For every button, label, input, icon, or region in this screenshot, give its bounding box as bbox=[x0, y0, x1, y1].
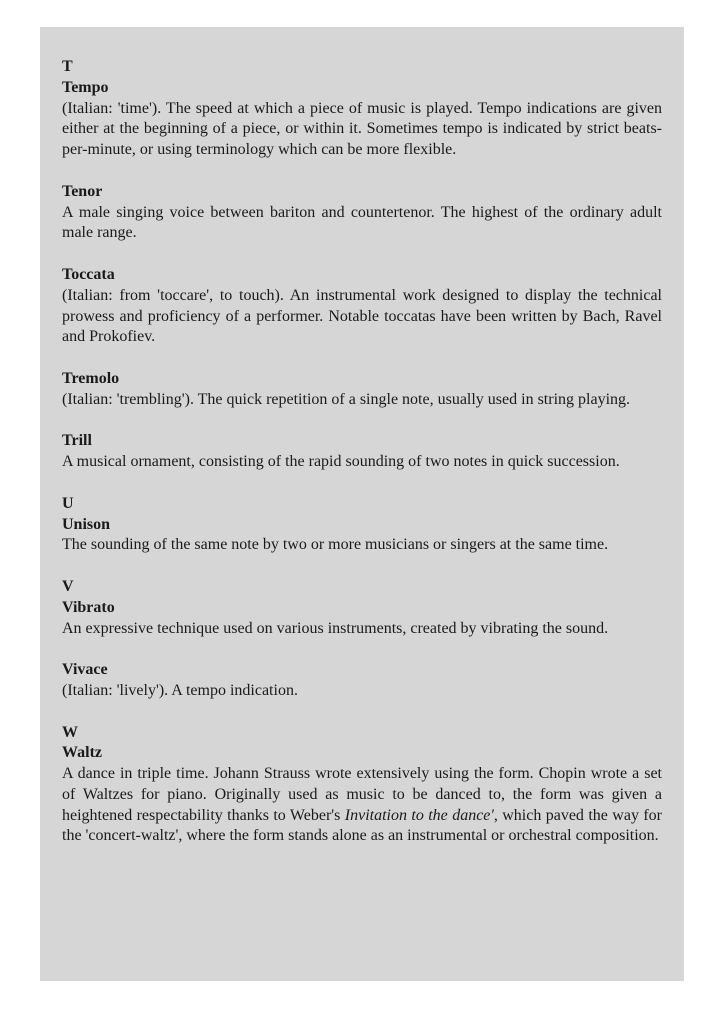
entry-definition: A musical ornament, consisting of the rapid sounding of two notes in quick succession. bbox=[62, 453, 620, 471]
entry-term: Tremolo bbox=[62, 369, 120, 387]
entry-term: Vibrato bbox=[62, 598, 115, 616]
entry-definition: (Italian: 'trembling'). The quick repetition of a single note, usually used in string playing. bbox=[62, 390, 631, 408]
glossary-entry-tenor bbox=[62, 182, 662, 244]
work-title-italic: Invitation to the dance' bbox=[344, 806, 494, 824]
section-letter: W bbox=[62, 723, 78, 741]
glossary-entry-tempo bbox=[62, 78, 662, 161]
section-letter: U bbox=[62, 494, 74, 512]
definition-text: A dance in triple time. Johann Strauss wrote extensively using the form. Chopin wrote a set of Waltzes for piano. Originally used as music to be danced to, the form was given a heightened respectability thanks to Weber's bbox=[62, 765, 662, 824]
glossary-entry-trill bbox=[62, 431, 662, 473]
entry-definition: (Italian: 'time'). The speed at which a piece of music is played. Tempo indications are given either at the beginning of a piece, or within it. Sometimes tempo is indicated by strict beats-per-minute, or using terminology which can be more flexible. bbox=[62, 99, 662, 159]
definition-text: , which paved the way for the 'concert-waltz', where the form stands alone as an instrumental or orchestral composition. bbox=[62, 806, 662, 845]
glossary-entry-waltz bbox=[62, 743, 662, 847]
entry-definition bbox=[62, 764, 662, 847]
section-v bbox=[62, 577, 662, 702]
glossary-entry-toccata bbox=[62, 265, 662, 348]
entry-definition: (Italian: 'lively'). A tempo indication. bbox=[62, 681, 298, 699]
glossary-entry-vibrato bbox=[62, 598, 662, 640]
entry-term: Unison bbox=[62, 515, 111, 533]
entry-definition: The sounding of the same note by two or more musicians or singers at the same time. bbox=[62, 536, 609, 554]
entry-term: Vivace bbox=[62, 661, 108, 679]
glossary-page bbox=[40, 27, 684, 981]
entry-term: Toccata bbox=[62, 265, 115, 283]
entry-term: Tenor bbox=[62, 182, 103, 200]
entry-definition: (Italian: from 'toccare', to touch). An instrumental work designed to display the technical prowess and proficiency of a performer. Notable toccatas have been written by Bach, Ravel and Prokofiev. bbox=[62, 286, 662, 346]
glossary-entry-vivace bbox=[62, 660, 662, 702]
entry-term: Waltz bbox=[62, 744, 102, 762]
section-letter: T bbox=[62, 58, 73, 75]
glossary-entry-unison bbox=[62, 515, 662, 557]
section-t bbox=[62, 57, 662, 473]
entry-definition: A male singing voice between bariton and countertenor. The highest of the ordinary adult male range. bbox=[62, 203, 662, 242]
section-letter: V bbox=[62, 577, 74, 595]
section-w bbox=[62, 723, 662, 848]
entry-term: Trill bbox=[62, 432, 92, 450]
entry-definition: An expressive technique used on various instruments, created by vibrating the sound. bbox=[62, 619, 609, 637]
section-u bbox=[62, 494, 662, 556]
entry-term: Tempo bbox=[62, 78, 109, 96]
glossary-entry-tremolo bbox=[62, 369, 662, 411]
